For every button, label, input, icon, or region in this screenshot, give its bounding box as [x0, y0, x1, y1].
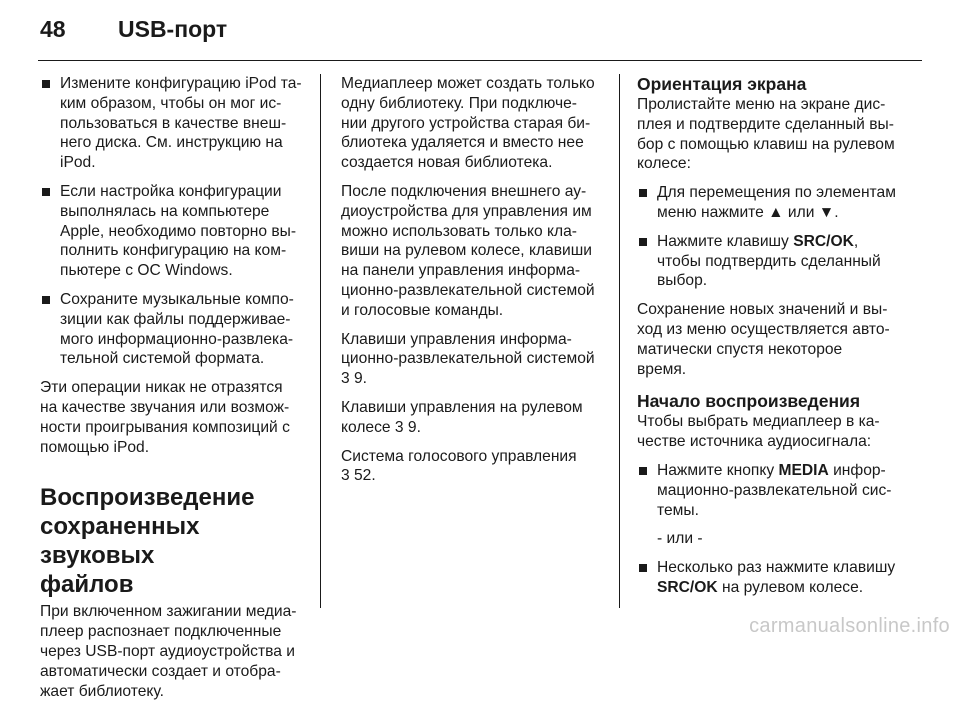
bullet-ipod-config: Измените конфигурацию iPod та- ким образом, чтобы он мог ис- пользоваться в качестве внеш- него диска. См. инструкцию на iPod.: [40, 74, 312, 173]
watermark: carmanualsonline.info: [749, 615, 950, 637]
section-heading-playback: Воспроизведение сохраненных звуковых файлов: [40, 484, 255, 599]
paragraph-scroll-menu: Пролистайте меню на экране дис- плея и подтвердите сделанный вы- бор с помощью клавиш на рулевом колесе:: [637, 96, 895, 173]
bullet-media-button: Нажмите кнопку MEDIA инфор- мационно-развлекательной сис- темы.: [637, 461, 922, 520]
paragraph-library: Медиаплеер может создать только одну библиотеку. При подключе- нии другого устройства старая би- блиотека удаляется и вместо нее создается новая библиотека.: [341, 75, 595, 172]
column-2: [341, 74, 613, 495]
bullet-square-icon: [42, 188, 50, 196]
paragraph-operations: Эти операции никак не отразятся на качестве звучания или возмож- ности проигрывания композиций с помощью iPod.: [40, 379, 290, 456]
bullet-square-icon: [639, 189, 647, 197]
paragraph-voice-control: Система голосового управления 3 52.: [341, 447, 577, 485]
paragraph-select-source: Чтобы выбрать медиаплеер в ка- честве источника аудиосигнала:: [637, 413, 880, 451]
section-heading-start-playback: Начало воспроизведения: [637, 391, 861, 412]
paragraph-infotainment-keys: Клавиши управления информа- ционно-развлекательной системой 3 9.: [341, 330, 595, 388]
bullet-navigate: Для перемещения по элементам меню нажмите ▲ или ▼.: [637, 183, 922, 223]
page-reference-link[interactable]: 3 9.: [341, 370, 368, 388]
key-media: MEDIA: [778, 461, 829, 479]
bullet-square-icon: [639, 238, 647, 246]
key-src-ok: SRC/OK: [793, 232, 854, 250]
page-number: 48: [40, 16, 66, 42]
bullet-square-icon: [42, 296, 50, 304]
or-separator: - или -: [657, 530, 703, 548]
section-heading-orientation: Ориентация экрана: [637, 74, 807, 94]
page-title: USB-порт: [118, 16, 228, 42]
bullet-square-icon: [42, 80, 50, 88]
page-header: [40, 16, 227, 43]
column-divider-1: [320, 74, 321, 608]
key-src-ok: SRC/OK: [657, 578, 718, 596]
column-3: [637, 74, 922, 607]
page-reference-link[interactable]: 3 52.: [341, 467, 376, 485]
bullet-square-icon: [639, 467, 647, 475]
column-divider-2: [619, 74, 620, 608]
paragraph-ignition: При включенном зажигании медиа- плеер распознает подключенные через USB-порт аудиоустройства и автоматически создает и отобра- жает библиотеку.: [40, 603, 297, 700]
header-rule: [38, 60, 922, 61]
bullet-square-icon: [639, 564, 647, 572]
bullet-src-ok-repeat: Несколько раз нажмите клавишу SRC/OK на рулевом колесе.: [637, 558, 922, 598]
bullet-confirm: Нажмите клавишу SRC/OK, чтобы подтвердить сделанный выбор.: [637, 232, 922, 291]
paragraph-controls: После подключения внешнего ау- диоустройства для управления им можно использовать только кла- виши на рулевом колесе, клавиши на панели управления информа- ционно-развлекательной системой и голосовые команды.: [341, 182, 595, 319]
bullet-save-music: Сохраните музыкальные компо- зиции как файлы поддерживае- мого информационно-развлека- тельной системой формата.: [40, 290, 312, 369]
column-1: [40, 74, 312, 710]
bullet-apple-config: Если настройка конфигурации выполнялась на компьютере Apple, необходимо повторно вы- полнить конфигурацию на ком- пьютере с ОС Windows.: [40, 182, 312, 281]
paragraph-steering-keys: Клавиши управления на рулевом колесе 3 9.: [341, 398, 583, 436]
page-reference-link[interactable]: 3 9.: [394, 418, 421, 436]
paragraph-auto-save: Сохранение новых значений и вы- ход из меню осуществляется авто- матически спустя некоторое время.: [637, 301, 890, 378]
